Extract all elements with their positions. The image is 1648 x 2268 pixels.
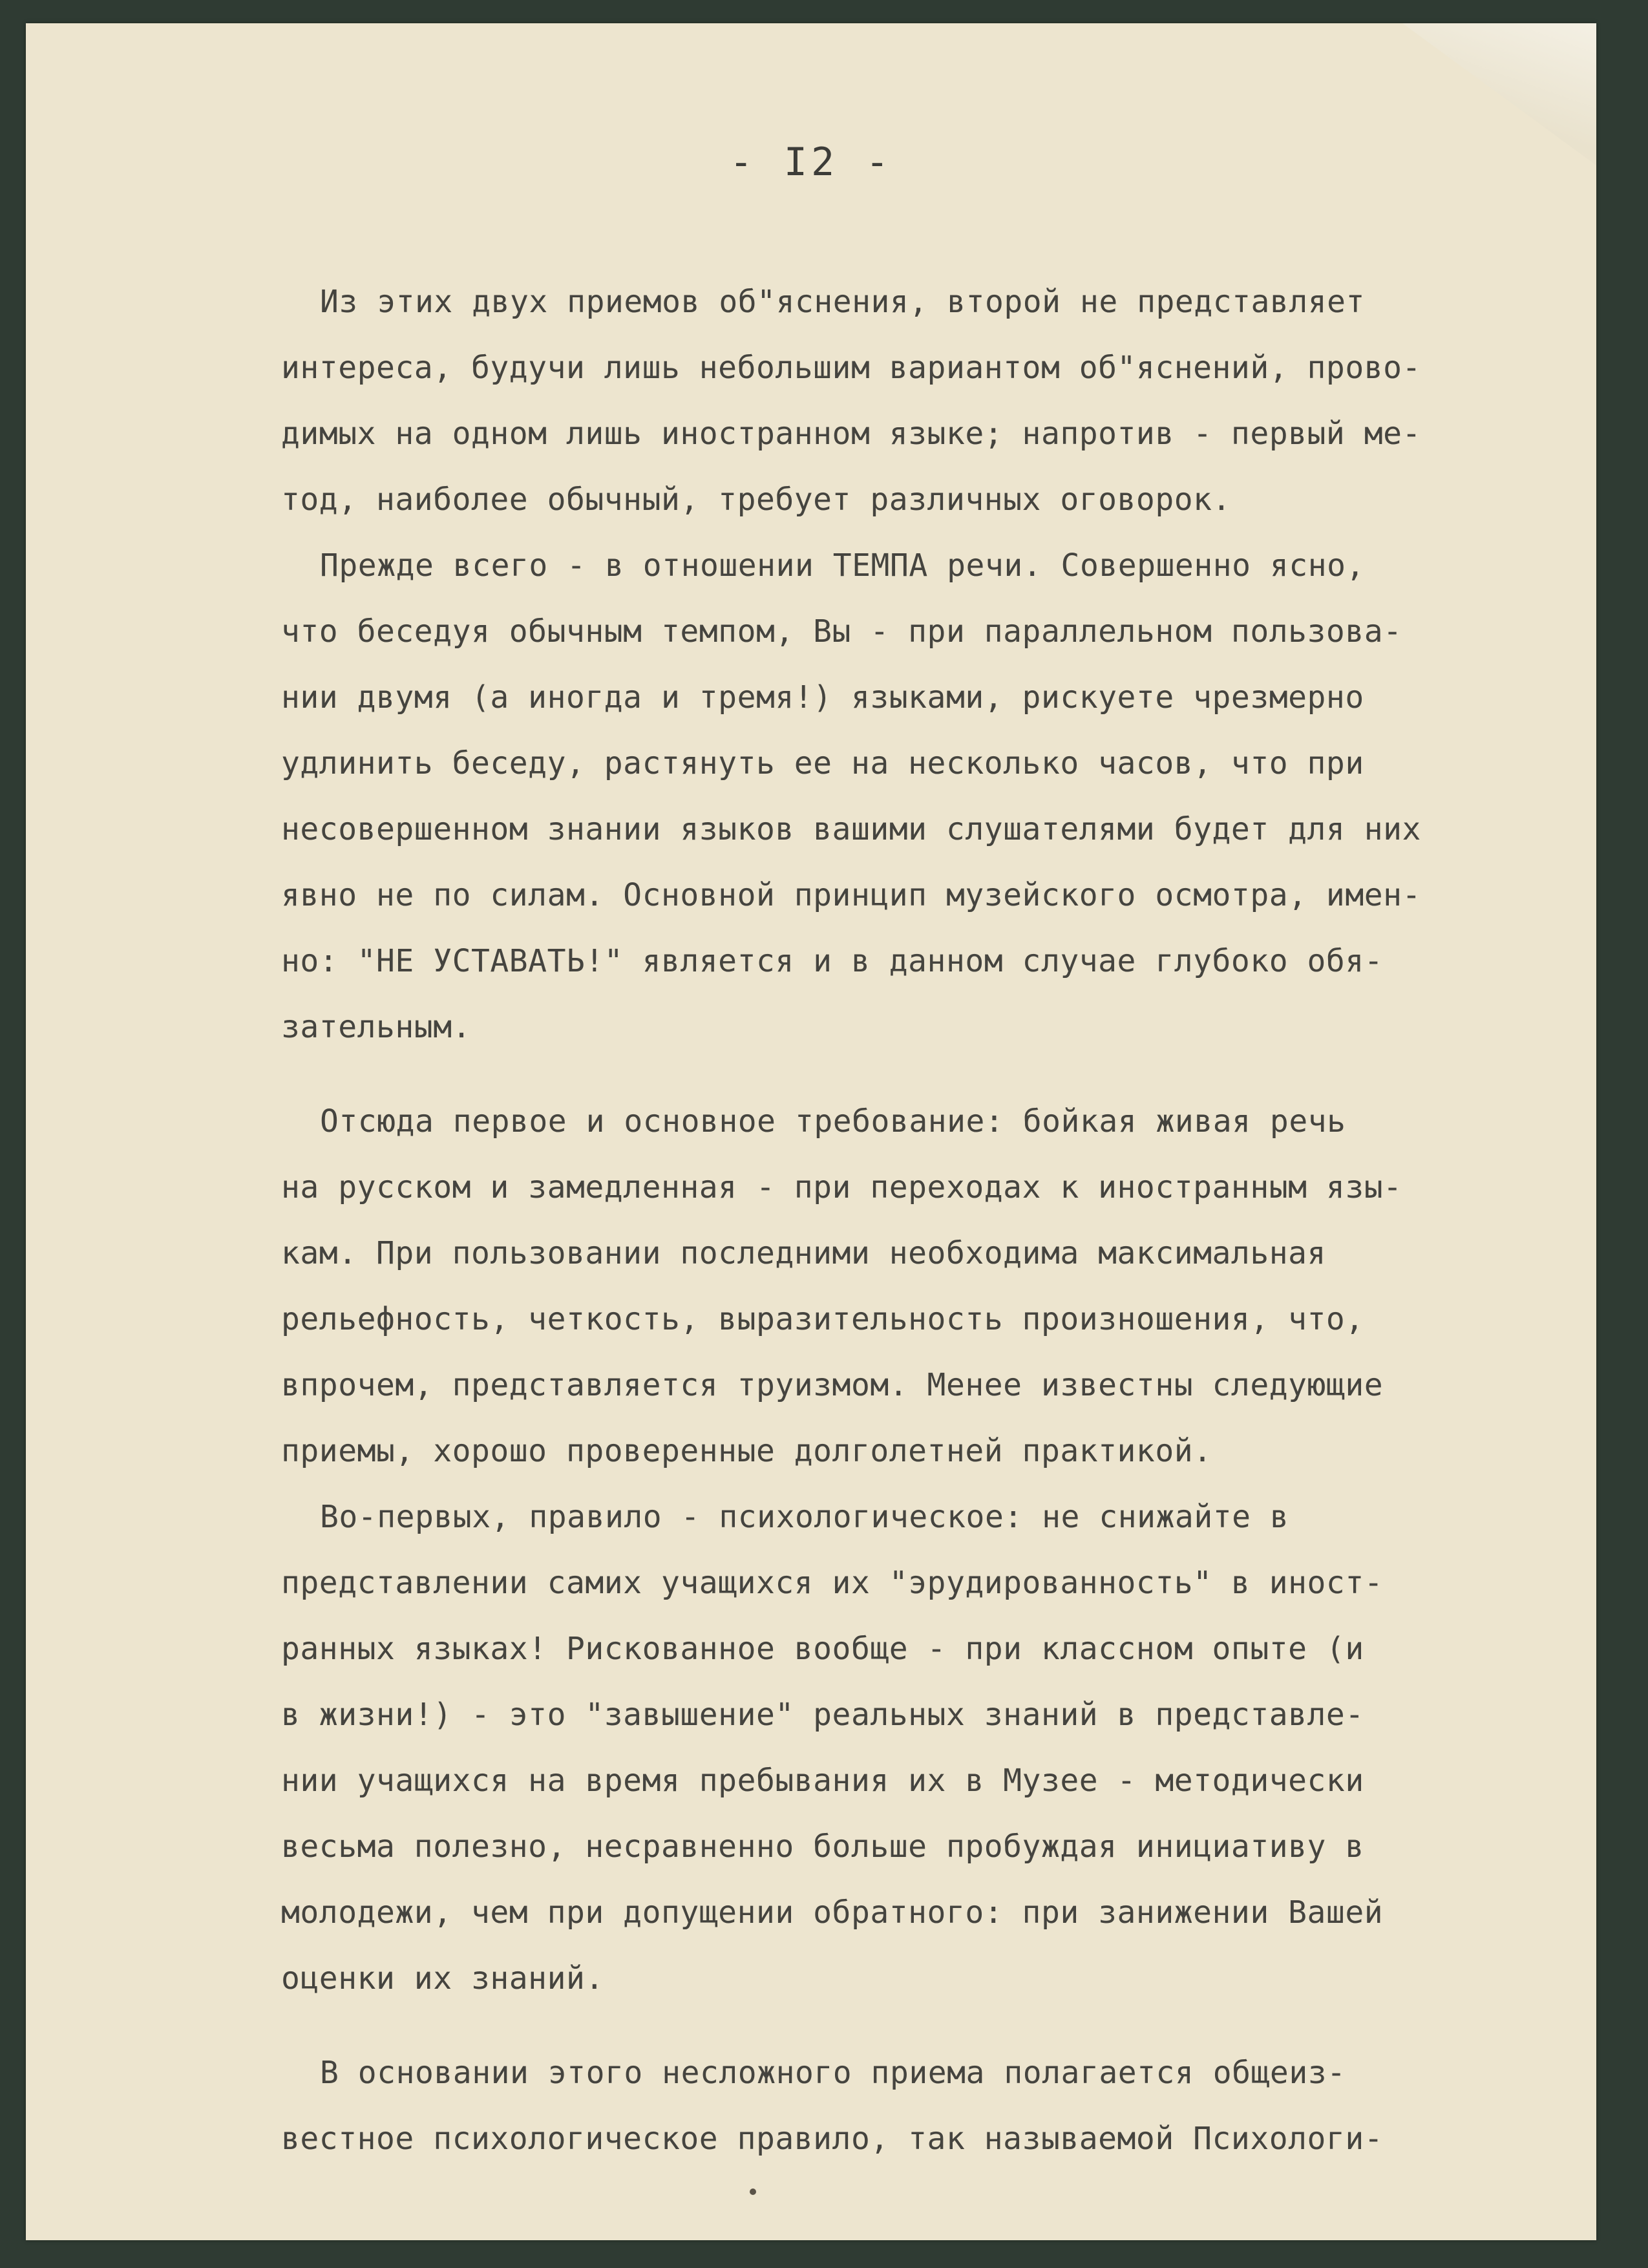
text-line: В основании этого несложного приема полагается общеиз- [320, 2055, 1346, 2091]
text-line: но: "НЕ УСТАВАТЬ!" является и в данном случае глубоко обя- [281, 943, 1384, 979]
text-line: вестное психологическое правило, так называемой Психологи- [281, 2121, 1384, 2157]
text-line: кам. При пользовании последними необходима максимальная [281, 1235, 1326, 1271]
text-line: представлении самих учащихся их "эрудированность" в иност- [281, 1565, 1384, 1601]
text-line: димых на одном лишь иностранном языке; напротив - первый ме- [281, 416, 1421, 452]
text-line: рельефность, четкость, выразительность произношения, что, [281, 1301, 1364, 1337]
body-text [281, 269, 1548, 2172]
text-line: несовершенном знании языков вашими слушателями будет для них [281, 811, 1421, 847]
text-line: Из этих двух приемов об"яснения, второй не представляет [320, 284, 1365, 320]
typewritten-page [26, 23, 1596, 2240]
text-line: в жизни!) - это "завышение" реальных знаний в представле- [281, 1697, 1364, 1733]
text-line: весьма полезно, несравненно больше пробуждая инициативу в [281, 1828, 1364, 1865]
text-line: Отсюда первое и основное требование: бойкая живая речь [320, 1103, 1346, 1139]
page-number: - I2 - [729, 140, 893, 185]
text-line: тод, наиболее обычный, требует различных оговорок. [281, 482, 1231, 518]
text-line: что беседуя обычным темпом, Вы - при параллельном пользова- [281, 613, 1402, 650]
text-line: оценки их знаний. [281, 1960, 604, 1997]
text-line: Во-первых, правило - психологическое: не снижайте в [320, 1499, 1289, 1535]
text-line: приемы, хорошо проверенные долголетней практикой. [281, 1433, 1212, 1469]
text-line: зательным. [281, 1009, 471, 1045]
text-line: явно не по силам. Основной принцип музейского осмотра, имен- [281, 877, 1421, 913]
text-line: Прежде всего - в отношении ТЕМПА речи. Совершенно ясно, [320, 547, 1365, 584]
ink-speck [750, 2189, 756, 2195]
text-line: интереса, будучи лишь небольшим вариантом об"яснений, прово- [281, 350, 1421, 386]
text-line: ранных языках! Рискованное вообще - при классном опыте (и [281, 1631, 1364, 1667]
text-line: нии учащихся на время пребывания их в Музее - методически [281, 1763, 1364, 1799]
text-line: удлинить беседу, растянуть ее на несколько часов, что при [281, 745, 1364, 781]
text-line: на русском и замедленная - при переходах к иностранным язы- [281, 1169, 1402, 1205]
text-line: нии двумя (а иногда и тремя!) языками, рискуете чрезмерно [281, 679, 1364, 715]
text-line: молодежи, чем при допущении обратного: при занижении Вашей [281, 1894, 1384, 1931]
text-line: впрочем, представляется труизмом. Менее известны следующие [281, 1367, 1384, 1403]
